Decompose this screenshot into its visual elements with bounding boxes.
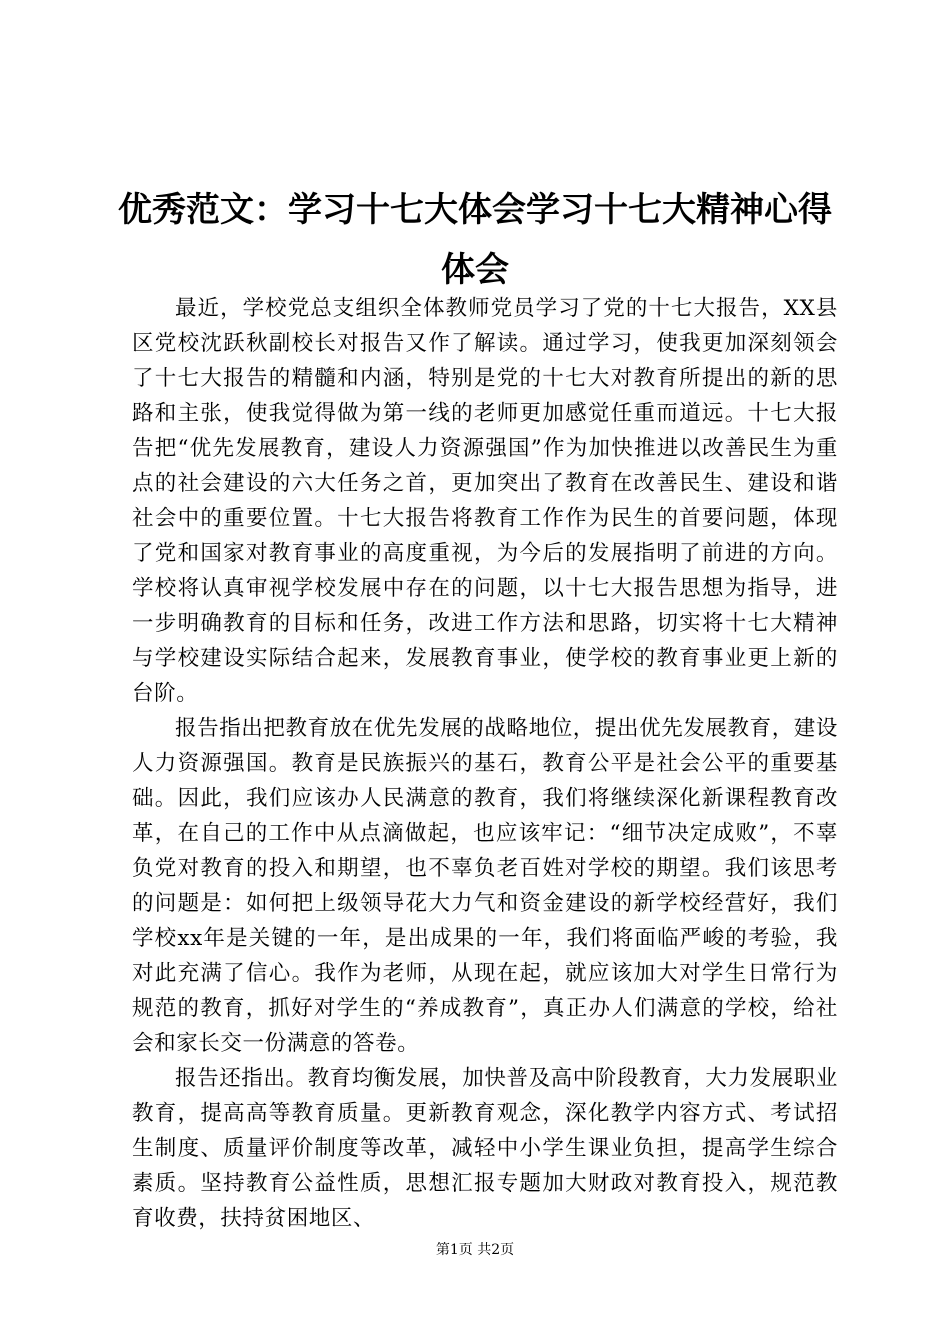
body-paragraph: 最近，学校党总支组织全体教师党员学习了党的十七大报告，XX县区党校沈跃秋副校长对报告又作了解读。通过学习，使我更加深刻领会了十七大报告的精髓和内涵，特别是党的十七大对教育所提出的新的思路和主张，使我觉得做为第一线的老师更加感觉任重而道远。十七大报告把“优先发展教育，建设人力资源强国”作为加快推进以改善民生为重点的社会建设的六大任务之首，更加突出了教育在改善民生、建设和谐社会中的重要位置。十七大报告将教育工作作为民生的首要问题，体现了党和国家对教育事业的高度重视，为今后的发展指明了前进的方向。学校将认真审视学校发展中存在的问题，以十七大报告思想为指导，进一步明确教育的目标和任务，改进工作方法和思路，切实将十七大精神与学校建设实际结合起来，发展教育事业，使学校的教育事业更上新的台阶。 (132, 296, 838, 706)
body-paragraph: 报告指出把教育放在优先发展的战略地位，提出优先发展教育，建设人力资源强国。教育是民族振兴的基石，教育公平是社会公平的重要基础。因此，我们应该办人民满意的教育，我们将继续深化新课程教育改革，在自己的工作中从点滴做起，也应该牢记：“细节决定成败”，不辜负党对教育的投入和期望，也不辜负老百姓对学校的期望。我们该思考的问题是：如何把上级领导花大力气和资金建设的新学校经营好，我们学校xx年是关键的一年，是出成果的一年，我们将面临严峻的考验，我对此充满了信心。我作为老师，从现在起，就应该加大对学生日常行为规范的教育，抓好对学生的“养成教育”，真正办人们满意的学校，给社会和家长交一份满意的答卷。 (132, 716, 839, 1056)
body-paragraph: 报告还指出。教育均衡发展，加快普及高中阶段教育，大力发展职业教育，提高高等教育质量。更新教育观念，深化教学内容方式、考试招生制度、质量评价制度等改革，减轻中小学生课业负担，提高学生综合素质。坚持教育公益性质，思想汇报专题加大财政对教育投入，规范教育收费，扶持贫困地区、 (132, 1066, 839, 1231)
document-body (132, 291, 838, 1236)
page-number-footer: 第1页 共2页 (435, 1242, 515, 1258)
document-title: 优秀范文：学习十七大体会学习十七大精神心得体会 (118, 190, 832, 290)
